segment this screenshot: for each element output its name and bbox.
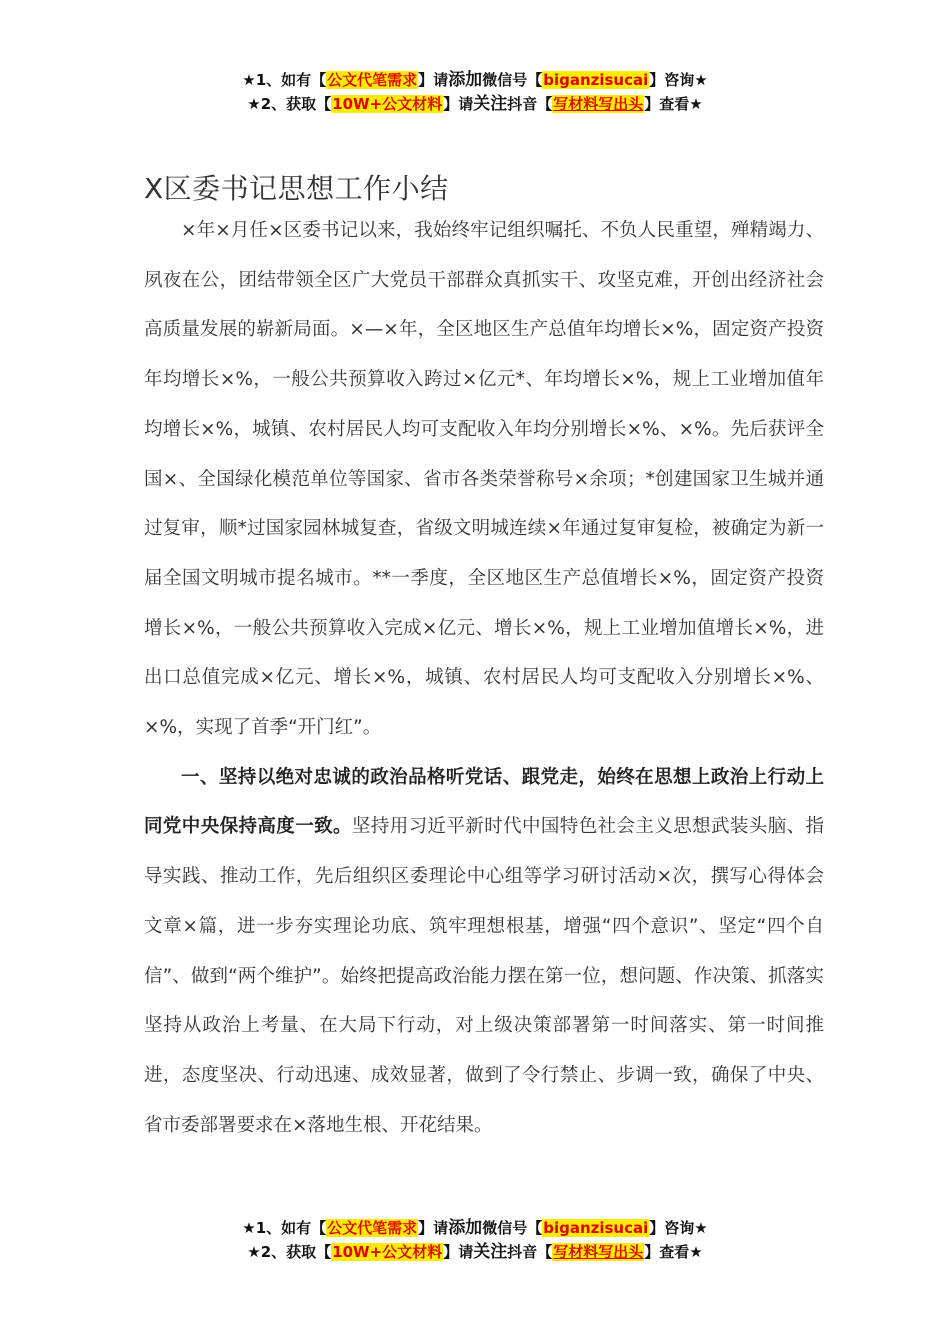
- section-one-heading: 一、坚持以绝对忠诚的政治品格听党话、跟党走，始终在思想上政治上行动上同党中央保持高度一致。: [144, 766, 824, 838]
- footer-promo-banner: [0, 1216, 950, 1264]
- intro-paragraph: ×年×月任×区委书记以来，我始终牢记组织嘱托、不负人民重望，殚精竭力、夙夜在公，团结带领全区广大党员干部群众真抓实干、攻坚克难，开创出经济社会高质量发展的崭新局面。×—×年，全区地区生产总值年均增长×%，固定资产投资年均增长×%，一般公共预算收入跨过×亿元*、年均增长×%，规上工业增加值年均增长×%，城镇、农村居民人均可支配收入年均分别增长×%、×%。先后获评全国×、全国绿化模范单位等国家、省市各类荣誉称号×余项；*创建国家卫生城并通过复审，顺*过国家园林城复查，省级文明城连续×年通过复审复检，被确定为新一届全国文明城市提名城市。**一季度，全区地区生产总值增长×%，固定资产投资增长×%，一般公共预算收入完成×亿元、增长×%，规上工业增加值增长×%，进出口总值完成×亿元、增长×%，城镇、农村居民人均可支配收入分别增长×%、×%，实现了首季“开门红”。: [144, 220, 824, 739]
- promo-line-2: ★2、获取【10W+公文材料】请关注抖音【写材料写出头】查看★: [247, 94, 703, 114]
- section-one-paragraph: [144, 753, 824, 1151]
- highlight-wechat-id: biganzisucai: [543, 1219, 649, 1237]
- highlight-douyin-account: 写材料写出头: [553, 95, 644, 113]
- section-one-text: 坚持用习近平新时代中国特色社会主义思想武装头脑、指导实践、推动工作，先后组织区委理论中心组等学习研讨活动×次，撰写心得体会文章×篇，进一步夯实理论功底、筑牢理想根基，增强“四个意识”、坚定“四个自信”、做到“两个维护”。始终把提高政治能力摆在第一位，想问题、作决策、抓落实坚持从政治上考量、在大局下行动，对上级决策部署第一时间落实、第一时间推进，态度坚决、行动迅速、成效显著，做到了令行禁止、步调一致，确保了中央、省市委部署要求在×落地生根、开花结果。: [144, 816, 824, 1136]
- highlight-materials: 10W+公文材料: [332, 95, 443, 113]
- document-body: [144, 206, 824, 1150]
- highlight-wechat-id: biganzisucai: [543, 71, 649, 89]
- document-title: X区委书记思想工作小结: [144, 171, 449, 205]
- promo-line-2: ★2、获取【10W+公文材料】请关注抖音【写材料写出头】查看★: [247, 1242, 703, 1262]
- highlight-douyin-account: 写材料写出头: [553, 1243, 644, 1261]
- header-promo-banner: [0, 68, 950, 116]
- promo-line-1: ★1、如有【公文代笔需求】请添加微信号【biganzisucai】咨询★: [242, 70, 708, 90]
- promo-line-1: ★1、如有【公文代笔需求】请添加微信号【biganzisucai】咨询★: [242, 1218, 708, 1238]
- highlight-service: 公文代笔需求: [327, 71, 418, 89]
- highlight-service: 公文代笔需求: [327, 1219, 418, 1237]
- highlight-materials: 10W+公文材料: [332, 1243, 443, 1261]
